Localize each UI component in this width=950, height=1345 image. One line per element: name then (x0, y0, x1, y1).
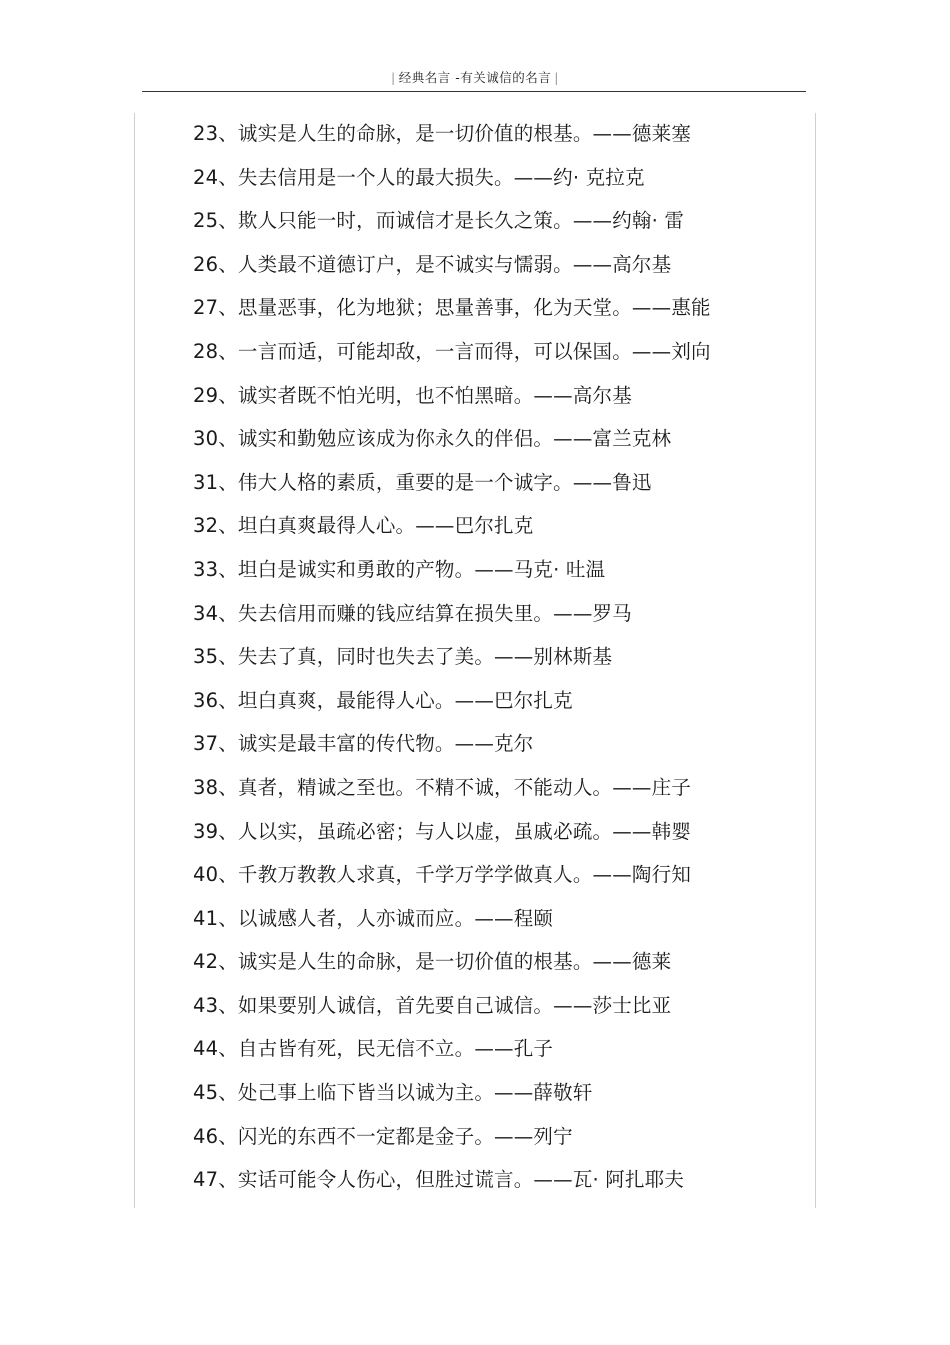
quote-item: 27、思量恶事，化为地狱；思量善事，化为天堂。——惠能 (193, 296, 711, 320)
quote-item: 37、诚实是最丰富的传代物。——克尔 (193, 732, 534, 756)
quote-item: 47、实话可能令人伤心，但胜过谎言。——瓦· 阿扎耶夫 (193, 1168, 685, 1192)
header-separator: | (554, 70, 559, 85)
quote-item: 28、一言而适，可能却敌，一言而得，可以保国。——刘向 (193, 339, 711, 363)
quote-item: 40、千教万教教人求真，千学万学学做真人。——陶行知 (193, 863, 692, 887)
quote-item: 41、以诚感人者，人亦诚而应。——程颐 (193, 906, 554, 930)
page-header (0, 68, 950, 86)
quote-item: 44、自古皆有死，民无信不立。——孔子 (193, 1037, 554, 1061)
quote-item: 29、诚实者既不怕光明，也不怕黑暗。——高尔基 (193, 383, 632, 407)
quote-item: 36、坦白真爽，最能得人心。——巴尔扎克 (193, 688, 573, 712)
quote-item: 46、闪光的东西不一定都是金子。——列宁 (193, 1124, 573, 1148)
quote-item: 39、人以实，虽疏必密；与人以虚，虽戚必疏。——韩婴 (193, 819, 692, 843)
quote-item: 35、失去了真，同时也失去了美。——别林斯基 (193, 645, 613, 669)
quote-item: 32、坦白真爽最得人心。——巴尔扎克 (193, 514, 534, 538)
quote-item: 30、诚实和勤勉应该成为你永久的伴侣。——富兰克林 (193, 427, 672, 451)
header-rule (142, 91, 806, 92)
quote-item: 43、如果要别人诚信，首先要自己诚信。——莎士比亚 (193, 993, 672, 1017)
quote-item: 34、失去信用而赚的钱应结算在损失里。——罗马 (193, 601, 632, 625)
quote-item: 23、诚实是人生的命脉，是一切价值的根基。——德莱塞 (193, 122, 692, 145)
quote-item: 38、真者，精诚之至也。不精不诚，不能动人。——庄子 (193, 775, 692, 799)
quote-item: 31、伟大人格的素质，重要的是一个诚字。——鲁迅 (193, 470, 652, 494)
quote-item: 25、欺人只能一时，而诚信才是长久之策。——约翰· 雷 (193, 209, 685, 233)
quote-item: 26、人类最不道德订户，是不诚实与懦弱。——高尔基 (193, 252, 672, 276)
header-title: 经典名言 -有关诚信的名言 (398, 70, 552, 85)
page-border-right (815, 113, 816, 1208)
quote-item: 24、失去信用是一个人的最大损失。——约· 克拉克 (193, 165, 645, 189)
header-separator: | (391, 70, 396, 85)
quote-list (193, 112, 793, 1202)
quote-item: 33、坦白是诚实和勇敢的产物。——马克· 吐温 (193, 557, 606, 581)
quote-item: 42、诚实是人生的命脉，是一切价值的根基。——德莱 (193, 950, 672, 974)
page-border-left (134, 113, 135, 1208)
quote-item: 45、处己事上临下皆当以诚为主。——薛敬轩 (193, 1081, 593, 1105)
